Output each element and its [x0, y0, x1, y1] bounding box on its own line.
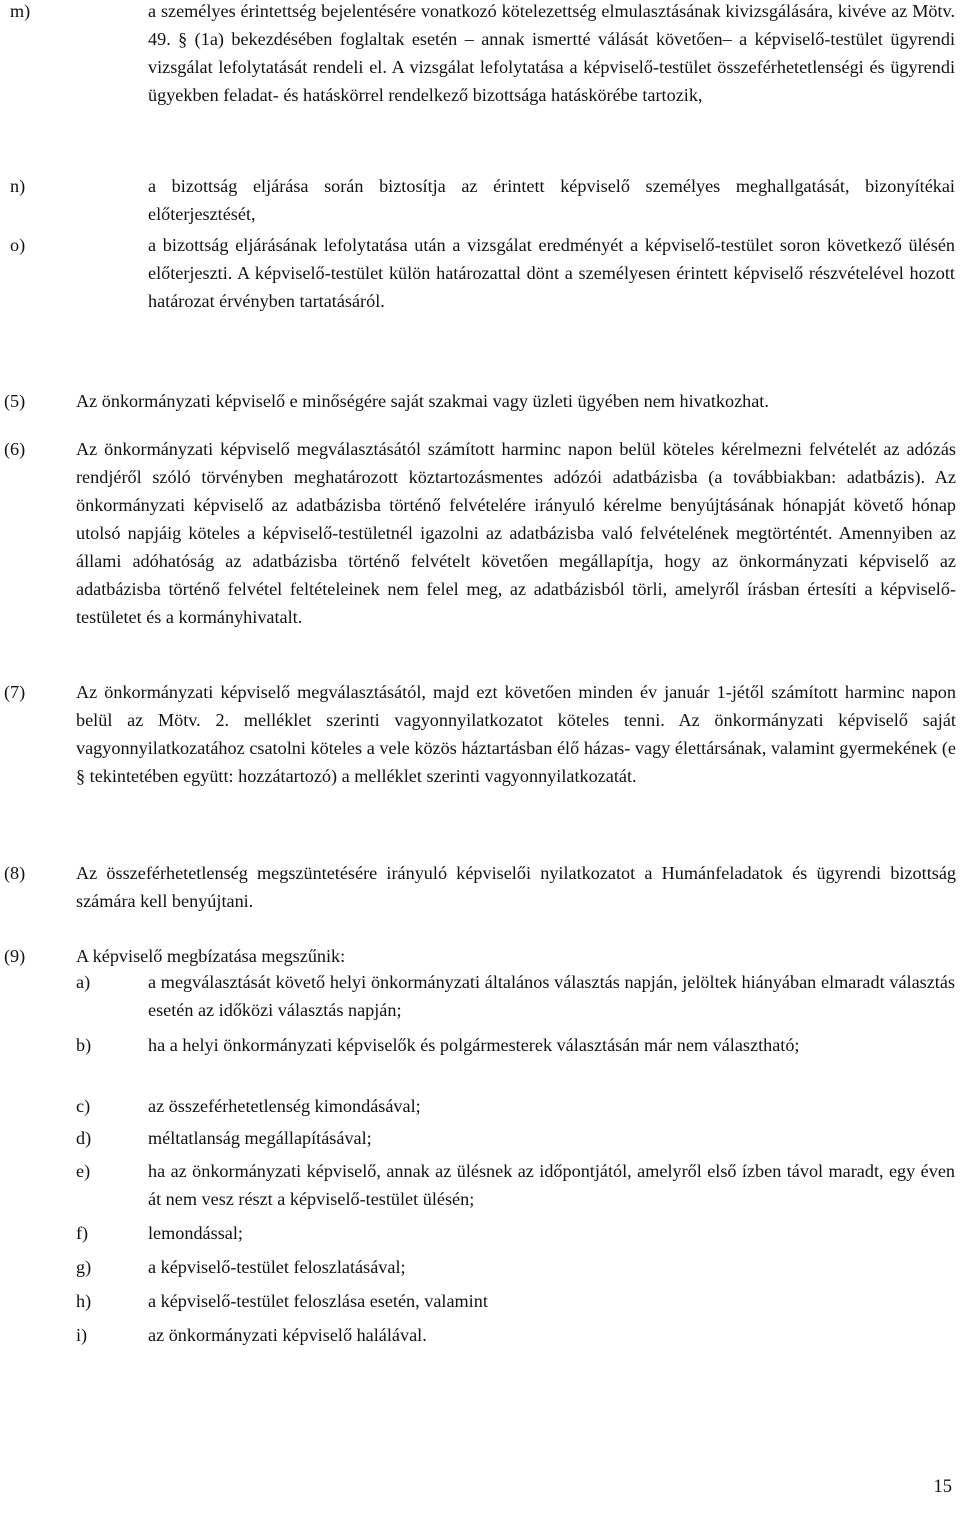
paragraph-text-7: Az önkormányzati képviselő megválasztásától, majd ezt követően minden év január 1-jétől számított harminc napon belül az Mötv. 2. melléklet szerinti vagyonnyilatkozatot köteles tenni. Az önkormányzati képviselő saját vagyonnyilatkozatához csatolni köteles a vele közös háztartásban élő házas- vagy élettársának, valamint gyermekének (e § tekintetében együtt: hozzátartozó) a melléklet szerinti vagyonnyilatkozatát. — [76, 682, 956, 786]
paragraph-text-6: Az önkormányzati képviselő megválasztásától számított harminc napon belül köteles kérelmezni felvételét az adózás rendjéről szóló törvényben meghatározott köztartozásmentes adózói adatbázisba (a továbbiakban: adatbázis). Az önkormányzati képviselő az adatbázisba történő felvételére irányuló kérelme benyújtásának hónapját követő hónap utolsó napjáig köteles a képviselő-testületnél igazolni az adatbázisba való felvételének megtörténtét. Amennyiben az állami adóhatóság az adatbázisba történő felvételt követően megállapítja, hogy az önkormányzati képviselő az adatbázisba történő felvétel feltételeinek nem felel meg, az adatbázisból törli, amelyről írásban értesíti a képviselő-testületet és a kormányhivatalt. — [76, 439, 956, 627]
item-text-n: a bizottság eljárása során biztosítja az érintett képviselő személyes meghallgatását, bizonyítékai előterjesztését, — [148, 176, 955, 224]
paragraph-label-8: (8) — [4, 863, 26, 883]
paragraph-label-7: (7) — [4, 682, 26, 702]
item-label-o: o) — [10, 235, 26, 255]
item-label-m: m) — [10, 1, 31, 21]
item-label-n: n) — [10, 176, 26, 196]
sub-item-text-h: a képviselő-testület feloszlása esetén, valamint — [148, 1291, 488, 1311]
sub-item-label-d: d) — [76, 1128, 92, 1148]
sub-item-label-b: b) — [76, 1035, 92, 1055]
sub-item-label-e: e) — [76, 1161, 91, 1181]
sub-item-label-h: h) — [76, 1291, 92, 1311]
sub-item-text-g: a képviselő-testület feloszlatásával; — [148, 1257, 406, 1277]
sub-item-text-e: ha az önkormányzati képviselő, annak az ülésnek az időpontjától, amelyről első ízben távol maradt, egy éven át nem vesz részt a képviselő-testület ülésén; — [148, 1161, 955, 1209]
paragraph-text-8: Az összeférhetetlenség megszüntetésére irányuló képviselői nyilatkozatot a Humánfeladatok és ügyrendi bizottság számára kell benyújtani. — [76, 863, 956, 911]
item-text-o: a bizottság eljárásának lefolytatása után a vizsgálat eredményét a képviselő-testület soron következő ülésén előterjeszti. A képviselő-testület külön határozattal dönt a személyesen érintett képviselő részvételével hozott határozat érvényben tartatásáról. — [148, 235, 955, 311]
item-text-m: a személyes érintettség bejelentésére vonatkozó kötelezettség elmulasztásának kivizsgálására, kivéve az Mötv. 49. § (1a) bekezdésében foglaltak esetén – annak ismertté válását követően– a képviselő-testület ügyrendi vizsgálat lefolytatását rendeli el. A vizsgálat lefolytatása a képviselő-testület összeférhetetlenségi és ügyrendi ügyekben feladat- és hatáskörrel rendelkező bizottsága hatáskörébe tartozik, — [148, 1, 955, 105]
sub-item-text-a: a megválasztását követő helyi önkormányzati általános választás napján, jelöltek hiányában elmaradt választás esetén az időközi választás napján; — [148, 972, 955, 1020]
sub-item-label-a: a) — [76, 972, 91, 992]
sub-item-text-f: lemondással; — [148, 1223, 243, 1243]
sub-item-text-b: ha a helyi önkormányzati képviselők és polgármesterek választásán már nem választható; — [148, 1035, 800, 1055]
sub-item-label-i: i) — [76, 1325, 88, 1345]
paragraph-label-5: (5) — [4, 391, 26, 411]
sub-item-label-c: c) — [76, 1096, 91, 1116]
paragraph-label-9: (9) — [4, 946, 26, 966]
paragraph-label-6: (6) — [4, 439, 26, 459]
sub-item-label-g: g) — [76, 1257, 92, 1277]
sub-item-text-i: az önkormányzati képviselő halálával. — [148, 1325, 427, 1345]
sub-item-text-d: méltatlanság megállapításával; — [148, 1128, 372, 1148]
sub-item-text-c: az összeférhetetlenség kimondásával; — [148, 1096, 421, 1116]
page-number: 15 — [933, 1477, 952, 1497]
sub-item-label-f: f) — [76, 1223, 89, 1243]
paragraph-text-9: A képviselő megbízatása megszűnik: — [76, 946, 346, 966]
paragraph-text-5: Az önkormányzati képviselő e minőségére saját szakmai vagy üzleti ügyében nem hivatkozhat. — [76, 391, 769, 411]
